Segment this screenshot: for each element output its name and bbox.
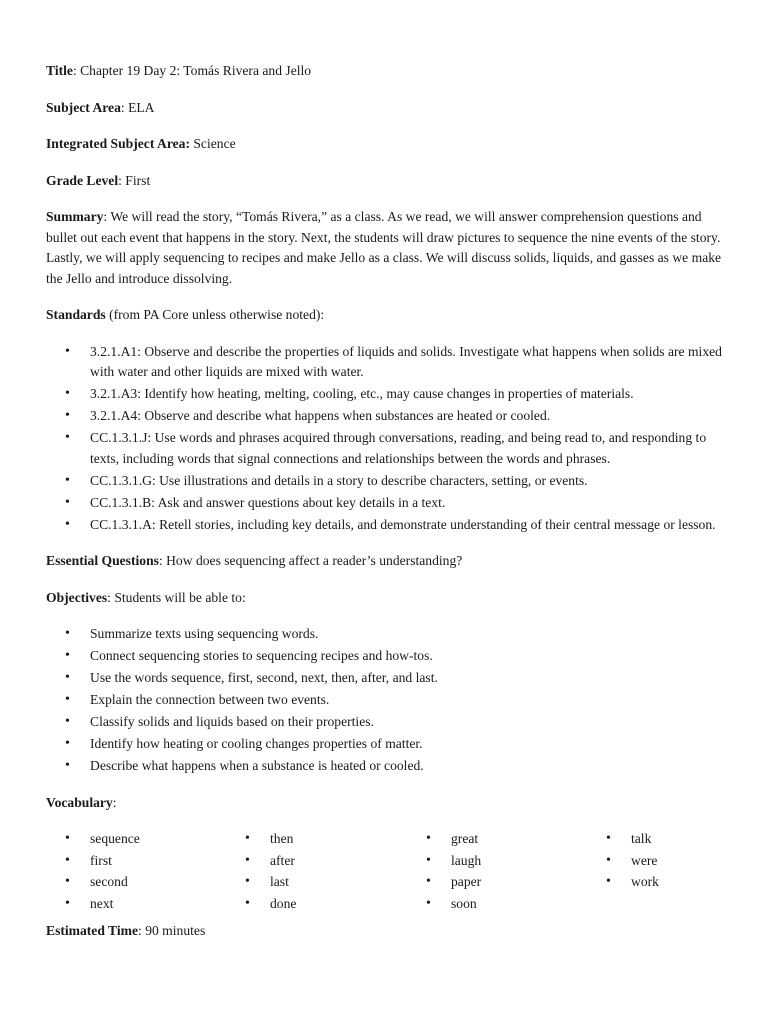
vocabulary-word: • sequence — [46, 829, 226, 850]
standard-item: • CC.1.3.1.B: Ask and answer questions about key details in a text. — [46, 493, 728, 514]
vocabulary-columns — [46, 829, 728, 915]
standard-item: • CC.1.3.1.J: Use words and phrases acquired through conversations, reading, and being read to, and responding to texts, including words that signal connections and relationships between the words and phrases. — [46, 428, 728, 469]
grade-level-field — [46, 171, 728, 192]
integrated-subject-area-label: Integrated Subject Area: — [46, 136, 190, 151]
integrated-subject-area-field — [46, 134, 728, 155]
summary-paragraph — [46, 207, 728, 289]
vocabulary-column — [226, 829, 407, 915]
essential-questions-field — [46, 551, 728, 572]
vocabulary-word: • first — [46, 851, 226, 872]
standards-label: Standards — [46, 307, 106, 322]
title-label: Title — [46, 63, 73, 78]
vocabulary-word: • laugh — [407, 851, 587, 872]
vocabulary-word: • great — [407, 829, 587, 850]
vocabulary-column — [46, 829, 226, 915]
objective-item: • Explain the connection between two events. — [46, 690, 728, 711]
vocabulary-column — [407, 829, 587, 915]
vocabulary-word: • second — [46, 872, 226, 893]
subject-area-field — [46, 98, 728, 119]
standard-item: • 3.2.1.A1: Observe and describe the properties of liquids and solids. Investigate what happens when solids are mixed with water and other liquids are mixed with water. — [46, 342, 728, 383]
standard-item: • CC.1.3.1.G: Use illustrations and details in a story to describe characters, setting, or events. — [46, 471, 728, 492]
estimated-time-field — [46, 921, 728, 942]
estimated-time-value: : 90 minutes — [138, 923, 206, 939]
objective-item: • Connect sequencing stories to sequencing recipes and how-tos. — [46, 646, 728, 667]
standards-list — [46, 342, 728, 536]
title-value: : Chapter 19 Day 2: Tomás Rivera and Jello — [72, 63, 312, 78]
summary-label: Summary — [46, 209, 104, 224]
vocabulary-word: • paper — [407, 872, 587, 893]
vocabulary-word: • then — [226, 829, 407, 850]
objectives-label: Objectives — [46, 589, 108, 605]
objectives-intro: : Students will be able to: — [107, 589, 246, 605]
vocabulary-word: • last — [226, 872, 407, 893]
objectives-heading — [46, 588, 728, 609]
grade-level-value: : First — [118, 172, 151, 188]
standard-item: • CC.1.3.1.A: Retell stories, including key details, and demonstrate understanding of their central message or lesson. — [46, 515, 728, 536]
objective-item: • Use the words sequence, first, second, next, then, after, and last. — [46, 668, 728, 689]
subject-area-value: : ELA — [120, 99, 155, 115]
vocabulary-word: • work — [587, 872, 727, 893]
objectives-list — [46, 624, 728, 777]
objective-item: • Identify how heating or cooling changes properties of matter. — [46, 734, 728, 755]
vocabulary-word: • were — [587, 851, 727, 872]
objective-item: • Summarize texts using sequencing words. — [46, 624, 728, 645]
essential-questions-value: : How does sequencing affect a reader’s understanding? — [158, 553, 463, 568]
standards-note: (from PA Core unless otherwise noted): — [105, 307, 325, 322]
vocabulary-word: • done — [226, 894, 407, 915]
vocabulary-label: Vocabulary — [46, 794, 113, 810]
vocabulary-word: • next — [46, 894, 226, 915]
summary-text: : We will read the story, “Tomás Rivera,” as a class. As we read, we will answer comprehension questions and bullet out each event that happens in the story. Next, the students will draw pictures to sequence the nine events of the story. Lastly, we will apply sequencing to recipes and make Jello as a class. We will discuss solids, liquids, and gasses as we make the Jello and introduce dissolving. — [46, 209, 722, 286]
vocabulary-word: • after — [226, 851, 407, 872]
vocabulary-word: • soon — [407, 894, 587, 915]
vocabulary-column — [587, 829, 727, 915]
objective-item: • Classify solids and liquids based on their properties. — [46, 712, 728, 733]
vocabulary-word: • talk — [587, 829, 727, 850]
essential-questions-label: Essential Questions — [46, 553, 159, 568]
objective-item: • Describe what happens when a substance is heated or cooled. — [46, 756, 728, 777]
standard-item: • 3.2.1.A4: Observe and describe what happens when substances are heated or cooled. — [46, 406, 728, 427]
vocabulary-suffix: : — [112, 794, 117, 810]
subject-area-label: Subject Area — [46, 99, 121, 115]
title-field — [46, 61, 728, 82]
integrated-subject-area-value: Science — [189, 136, 236, 151]
standard-item: • 3.2.1.A3: Identify how heating, melting, cooling, etc., may cause changes in properties of materials. — [46, 384, 728, 405]
estimated-time-label: Estimated Time — [46, 923, 139, 939]
standards-heading — [46, 305, 728, 326]
grade-level-label: Grade Level — [46, 172, 119, 188]
vocabulary-heading — [46, 793, 728, 814]
